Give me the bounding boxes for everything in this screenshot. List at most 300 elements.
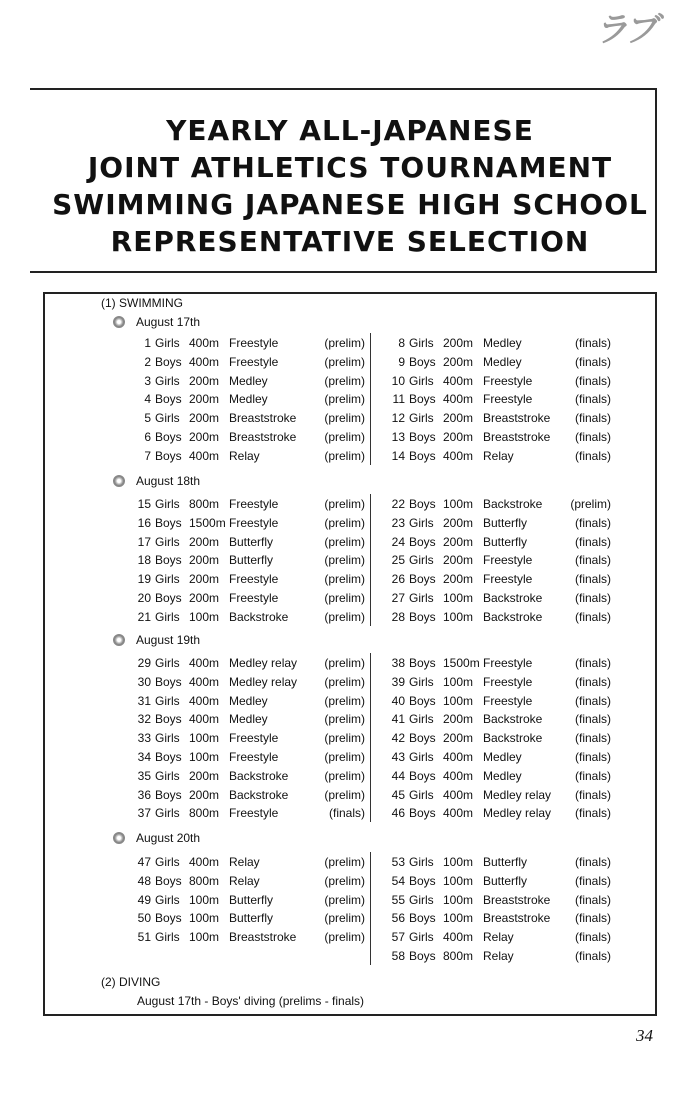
event-stage: (prelim) xyxy=(324,591,365,605)
event-row xyxy=(385,516,611,530)
event-gender: Girls xyxy=(409,712,434,727)
event-row xyxy=(385,788,611,802)
event-row xyxy=(385,806,611,820)
event-number: 14 xyxy=(391,448,405,463)
event-stage: (finals) xyxy=(574,515,611,530)
event-gender: Girls xyxy=(155,572,180,587)
event-stage: (prelim) xyxy=(324,497,365,511)
event-gender: Boys xyxy=(409,572,436,587)
event-row xyxy=(137,806,365,820)
event-distance: 100m xyxy=(443,873,474,888)
event-stage: (finals) xyxy=(574,674,611,689)
event-row xyxy=(385,355,611,369)
event-number: 16 xyxy=(137,515,151,530)
event-number: 44 xyxy=(391,768,405,783)
event-stroke: Butterfly xyxy=(229,534,274,549)
event-distance: 200m xyxy=(443,411,474,426)
event-distance: 400m xyxy=(443,787,474,802)
event-distance: 200m xyxy=(443,354,474,369)
event-gender: Girls xyxy=(409,750,434,764)
event-gender: Girls xyxy=(409,336,434,350)
diving-schedule-text: August 17th - Boys' diving (prelims - finals) xyxy=(137,994,365,1008)
event-gender: Boys xyxy=(155,712,182,727)
event-number: 9 xyxy=(398,354,405,369)
event-stroke: Backstroke xyxy=(229,609,289,624)
event-stage: (prelim) xyxy=(324,373,365,388)
event-number: 51 xyxy=(137,930,151,945)
event-gender: Girls xyxy=(409,674,434,689)
event-distance: 100m xyxy=(443,892,474,907)
event-number: 57 xyxy=(391,930,405,945)
event-row xyxy=(385,336,611,350)
event-number: 48 xyxy=(137,873,151,888)
event-stroke: Medley relay xyxy=(229,674,298,689)
event-stroke: Freestyle xyxy=(229,515,279,530)
day-heading xyxy=(113,315,200,329)
circle-bullet-icon xyxy=(113,832,125,844)
event-stage: (finals) xyxy=(574,949,611,963)
event-stroke: Butterfly xyxy=(483,855,528,869)
event-stroke: Relay xyxy=(483,930,514,945)
event-stage: (prelim) xyxy=(324,392,365,407)
column-divider xyxy=(370,653,371,822)
event-stroke: Freestyle xyxy=(229,591,279,605)
event-row xyxy=(385,750,611,764)
event-row xyxy=(385,769,611,783)
event-distance: 200m xyxy=(189,572,220,587)
event-number: 13 xyxy=(391,430,405,444)
event-stage: (finals) xyxy=(574,591,611,605)
event-distance: 200m xyxy=(443,572,474,587)
event-number: 6 xyxy=(144,430,151,444)
event-number: 46 xyxy=(391,806,405,821)
event-distance: 200m xyxy=(189,768,220,783)
event-stroke: Medley xyxy=(483,768,522,783)
event-distance: 200m xyxy=(443,731,474,746)
event-stage: (finals) xyxy=(574,448,611,463)
event-stage: (prelim) xyxy=(324,411,365,426)
event-stage: (prelim) xyxy=(324,693,365,708)
circle-bullet-icon xyxy=(113,316,125,328)
event-stage: (finals) xyxy=(574,430,611,444)
event-distance: 100m xyxy=(189,750,220,764)
event-stage: (finals) xyxy=(574,930,611,945)
event-gender: Boys xyxy=(155,354,182,369)
event-number: 18 xyxy=(137,553,151,568)
event-row xyxy=(137,497,365,511)
event-stage: (finals) xyxy=(574,336,611,350)
event-row xyxy=(137,930,365,944)
event-number: 55 xyxy=(391,892,405,907)
event-gender: Girls xyxy=(409,553,434,568)
event-gender: Boys xyxy=(155,392,182,407)
event-row xyxy=(137,788,365,802)
event-stage: (finals) xyxy=(574,855,611,869)
event-distance: 200m xyxy=(189,373,220,388)
event-gender: Boys xyxy=(155,515,182,530)
event-distance: 200m xyxy=(189,553,220,568)
event-stage: (finals) xyxy=(574,411,611,426)
day-label: August 18th xyxy=(136,474,201,488)
event-number: 43 xyxy=(391,750,405,764)
event-stage: (prelim) xyxy=(324,750,365,764)
event-stage: (prelim) xyxy=(324,515,365,530)
event-stroke: Butterfly xyxy=(483,873,528,888)
event-number: 56 xyxy=(391,911,405,926)
event-row xyxy=(385,610,611,624)
event-row xyxy=(137,694,365,708)
event-stroke: Medley xyxy=(229,392,268,407)
event-distance: 400m xyxy=(443,448,474,463)
column-divider xyxy=(370,494,371,626)
event-stage: (prelim) xyxy=(324,609,365,624)
event-gender: Girls xyxy=(409,373,434,388)
event-number: 39 xyxy=(391,674,405,689)
event-gender: Boys xyxy=(155,750,182,764)
event-gender: Boys xyxy=(409,806,436,821)
event-number: 5 xyxy=(144,411,151,426)
event-gender: Boys xyxy=(409,949,436,963)
event-stage: (finals) xyxy=(574,892,611,907)
event-stroke: Relay xyxy=(229,855,260,869)
event-row xyxy=(137,449,365,463)
event-stroke: Breaststroke xyxy=(483,911,551,926)
event-distance: 800m xyxy=(443,949,474,963)
event-stage: (prelim) xyxy=(324,787,365,802)
event-distance: 200m xyxy=(189,430,220,444)
event-distance: 200m xyxy=(189,787,220,802)
event-stroke: Freestyle xyxy=(229,731,279,746)
event-stroke: Backstroke xyxy=(483,731,543,746)
event-stage: (prelim) xyxy=(324,892,365,907)
event-number: 58 xyxy=(391,949,405,963)
event-stage: (prelim) xyxy=(324,768,365,783)
day-heading xyxy=(113,831,200,845)
event-stage: (finals) xyxy=(574,750,611,764)
event-stroke: Breaststroke xyxy=(229,411,297,426)
event-row xyxy=(137,374,365,388)
event-number: 8 xyxy=(398,336,405,350)
event-number: 12 xyxy=(391,411,405,426)
event-number: 15 xyxy=(137,497,151,511)
event-row xyxy=(385,572,611,586)
event-gender: Girls xyxy=(155,930,180,945)
event-number: 36 xyxy=(137,787,151,802)
event-distance: 800m xyxy=(189,873,220,888)
event-number: 33 xyxy=(137,731,151,746)
event-number: 34 xyxy=(137,750,151,764)
event-number: 49 xyxy=(137,892,151,907)
event-gender: Girls xyxy=(409,411,434,426)
event-gender: Girls xyxy=(155,892,180,907)
event-stroke: Backstroke xyxy=(483,497,543,511)
event-stage: (finals) xyxy=(574,373,611,388)
event-stroke: Relay xyxy=(483,448,514,463)
event-stroke: Backstroke xyxy=(483,609,543,624)
event-distance: 100m xyxy=(443,591,474,605)
event-gender: Girls xyxy=(155,731,180,746)
event-gender: Girls xyxy=(155,534,180,549)
event-distance: 400m xyxy=(189,693,220,708)
event-gender: Girls xyxy=(155,768,180,783)
event-stroke: Relay xyxy=(483,949,514,963)
event-number: 19 xyxy=(137,572,151,587)
event-stroke: Breaststroke xyxy=(229,930,297,945)
event-number: 32 xyxy=(137,712,151,727)
day-heading xyxy=(113,474,200,488)
event-row xyxy=(385,430,611,444)
event-gender: Boys xyxy=(409,448,436,463)
event-row xyxy=(137,591,365,605)
event-stage: (prelim) xyxy=(324,572,365,587)
event-stroke: Freestyle xyxy=(229,750,279,764)
circle-bullet-icon xyxy=(113,634,125,646)
event-stroke: Backstroke xyxy=(229,787,289,802)
event-distance: 100m xyxy=(443,855,474,869)
event-number: 24 xyxy=(391,534,405,549)
event-row xyxy=(137,769,365,783)
event-stroke: Backstroke xyxy=(483,591,543,605)
event-distance: 400m xyxy=(189,656,220,670)
event-gender: Boys xyxy=(155,911,182,926)
event-gender: Boys xyxy=(409,534,436,549)
event-distance: 400m xyxy=(443,373,474,388)
event-gender: Girls xyxy=(409,787,434,802)
column-divider xyxy=(370,333,371,465)
event-number: 41 xyxy=(391,712,405,727)
event-stage: (finals) xyxy=(574,572,611,587)
event-gender: Girls xyxy=(409,591,434,605)
event-gender: Boys xyxy=(155,674,182,689)
event-distance: 400m xyxy=(189,674,220,689)
event-stage: (prelim) xyxy=(324,911,365,926)
event-stroke: Freestyle xyxy=(229,497,279,511)
event-stroke: Freestyle xyxy=(483,656,533,670)
event-distance: 200m xyxy=(443,515,474,530)
event-number: 45 xyxy=(391,787,405,802)
event-distance: 100m xyxy=(443,609,474,624)
event-number: 23 xyxy=(391,515,405,530)
event-gender: Boys xyxy=(155,787,182,802)
event-stroke: Medley relay xyxy=(229,656,298,670)
event-gender: Girls xyxy=(155,373,180,388)
event-gender: Boys xyxy=(409,497,436,511)
event-row xyxy=(137,893,365,907)
event-number: 21 xyxy=(137,609,151,624)
event-row xyxy=(137,911,365,925)
event-number: 42 xyxy=(391,731,405,746)
event-stroke: Freestyle xyxy=(229,336,279,350)
event-stage: (finals) xyxy=(574,553,611,568)
event-number: 35 xyxy=(137,768,151,783)
event-row xyxy=(385,712,611,726)
event-distance: 400m xyxy=(443,392,474,407)
event-gender: Boys xyxy=(409,430,436,444)
event-row xyxy=(137,610,365,624)
event-row xyxy=(385,874,611,888)
event-distance: 100m xyxy=(189,731,220,746)
event-distance: 400m xyxy=(189,855,220,869)
event-gender: Girls xyxy=(155,693,180,708)
event-stroke: Breaststroke xyxy=(229,430,297,444)
diving-section-title: (2) DIVING xyxy=(101,975,161,989)
event-number: 27 xyxy=(391,591,405,605)
event-row xyxy=(137,355,365,369)
event-stage: (prelim) xyxy=(324,656,365,670)
page-title xyxy=(0,112,700,260)
event-stage: (prelim) xyxy=(324,674,365,689)
event-number: 54 xyxy=(391,873,405,888)
event-distance: 200m xyxy=(189,534,220,549)
event-row xyxy=(385,675,611,689)
event-gender: Boys xyxy=(155,430,182,444)
event-row xyxy=(385,893,611,907)
event-stroke: Freestyle xyxy=(229,806,279,821)
event-row xyxy=(385,949,611,963)
event-stroke: Breaststroke xyxy=(483,411,551,426)
event-stage: (finals) xyxy=(574,768,611,783)
event-stage: (finals) xyxy=(574,656,611,670)
event-distance: 200m xyxy=(443,430,474,444)
event-number: 7 xyxy=(144,448,151,463)
event-number: 10 xyxy=(391,373,405,388)
event-number: 22 xyxy=(391,497,405,511)
event-row xyxy=(385,731,611,745)
event-distance: 200m xyxy=(443,534,474,549)
event-stroke: Butterfly xyxy=(229,892,274,907)
event-stroke: Freestyle xyxy=(483,693,533,708)
event-gender: Girls xyxy=(409,930,434,945)
event-stage: (prelim) xyxy=(324,448,365,463)
event-stroke: Freestyle xyxy=(229,354,279,369)
event-stage: (prelim) xyxy=(570,497,611,511)
event-distance: 400m xyxy=(443,750,474,764)
event-row xyxy=(385,497,611,511)
event-distance: 100m xyxy=(443,497,474,511)
event-row xyxy=(137,535,365,549)
event-stage: (finals) xyxy=(574,712,611,727)
event-stroke: Butterfly xyxy=(483,534,528,549)
event-row xyxy=(385,930,611,944)
event-gender: Boys xyxy=(155,448,182,463)
event-stroke: Butterfly xyxy=(483,515,528,530)
event-stage: (finals) xyxy=(574,787,611,802)
event-row xyxy=(137,750,365,764)
event-gender: Boys xyxy=(409,873,436,888)
event-distance: 400m xyxy=(189,336,220,350)
event-row xyxy=(137,336,365,350)
event-stroke: Freestyle xyxy=(483,392,533,407)
event-gender: Boys xyxy=(409,911,436,926)
event-stroke: Medley xyxy=(483,750,522,764)
event-gender: Girls xyxy=(155,336,180,350)
event-row xyxy=(137,392,365,406)
event-distance: 100m xyxy=(189,930,220,945)
event-stroke: Breaststroke xyxy=(483,430,551,444)
event-row xyxy=(385,591,611,605)
event-number: 2 xyxy=(144,354,151,369)
event-gender: Boys xyxy=(409,693,436,708)
event-distance: 200m xyxy=(189,411,220,426)
event-distance: 200m xyxy=(443,553,474,568)
event-stroke: Butterfly xyxy=(229,911,274,926)
event-stage: (prelim) xyxy=(324,534,365,549)
event-stroke: Medley xyxy=(483,336,522,350)
event-row xyxy=(385,855,611,869)
day-heading xyxy=(113,633,200,647)
event-distance: 100m xyxy=(189,911,220,926)
event-stage: (finals) xyxy=(574,873,611,888)
event-gender: Boys xyxy=(409,656,436,670)
event-number: 30 xyxy=(137,674,151,689)
event-stroke: Medley xyxy=(229,712,268,727)
event-gender: Boys xyxy=(155,873,182,888)
event-stroke: Medley xyxy=(229,373,268,388)
column-divider xyxy=(370,852,371,965)
event-gender: Girls xyxy=(409,515,434,530)
circle-bullet-icon xyxy=(113,475,125,487)
event-distance: 200m xyxy=(189,591,220,605)
event-row xyxy=(385,656,611,670)
event-stroke: Freestyle xyxy=(229,572,279,587)
event-row xyxy=(137,675,365,689)
event-stage: (finals) xyxy=(328,806,365,821)
event-gender: Boys xyxy=(409,392,436,407)
day-label: August 19th xyxy=(136,633,201,647)
event-distance: 400m xyxy=(189,448,220,463)
event-number: 4 xyxy=(144,392,151,407)
day-label: August 20th xyxy=(136,831,201,845)
event-number: 1 xyxy=(144,336,151,350)
event-gender: Boys xyxy=(409,609,436,624)
event-row xyxy=(385,449,611,463)
event-gender: Girls xyxy=(155,497,180,511)
event-stage: (prelim) xyxy=(324,873,365,888)
event-distance: 400m xyxy=(443,806,474,821)
event-number: 38 xyxy=(391,656,405,670)
event-stage: (prelim) xyxy=(324,731,365,746)
title-line: SWIMMING JAPANESE HIGH SCHOOL xyxy=(52,188,648,221)
event-row xyxy=(137,855,365,869)
event-distance: 800m xyxy=(189,806,220,821)
event-stroke: Freestyle xyxy=(483,553,533,568)
event-number: 50 xyxy=(137,911,151,926)
event-stroke: Medley relay xyxy=(483,806,552,821)
event-stroke: Relay xyxy=(229,448,260,463)
event-distance: 200m xyxy=(443,712,474,727)
event-row xyxy=(137,874,365,888)
event-number: 40 xyxy=(391,693,405,708)
event-number: 28 xyxy=(391,609,405,624)
event-stage: (finals) xyxy=(574,806,611,821)
event-stroke: Butterfly xyxy=(229,553,274,568)
event-row xyxy=(385,392,611,406)
event-number: 26 xyxy=(391,572,405,587)
event-stage: (finals) xyxy=(574,609,611,624)
event-distance: 100m xyxy=(443,693,474,708)
event-distance: 400m xyxy=(189,712,220,727)
event-stage: (finals) xyxy=(574,392,611,407)
event-number: 17 xyxy=(137,534,151,549)
event-row xyxy=(137,516,365,530)
event-distance: 200m xyxy=(189,392,220,407)
page-number: 34 xyxy=(636,1026,653,1045)
event-stage: (prelim) xyxy=(324,930,365,945)
event-stage: (prelim) xyxy=(324,855,365,869)
event-stroke: Freestyle xyxy=(483,373,533,388)
event-gender: Boys xyxy=(409,354,436,369)
title-line: JOINT ATHLETICS TOURNAMENT xyxy=(87,151,613,184)
